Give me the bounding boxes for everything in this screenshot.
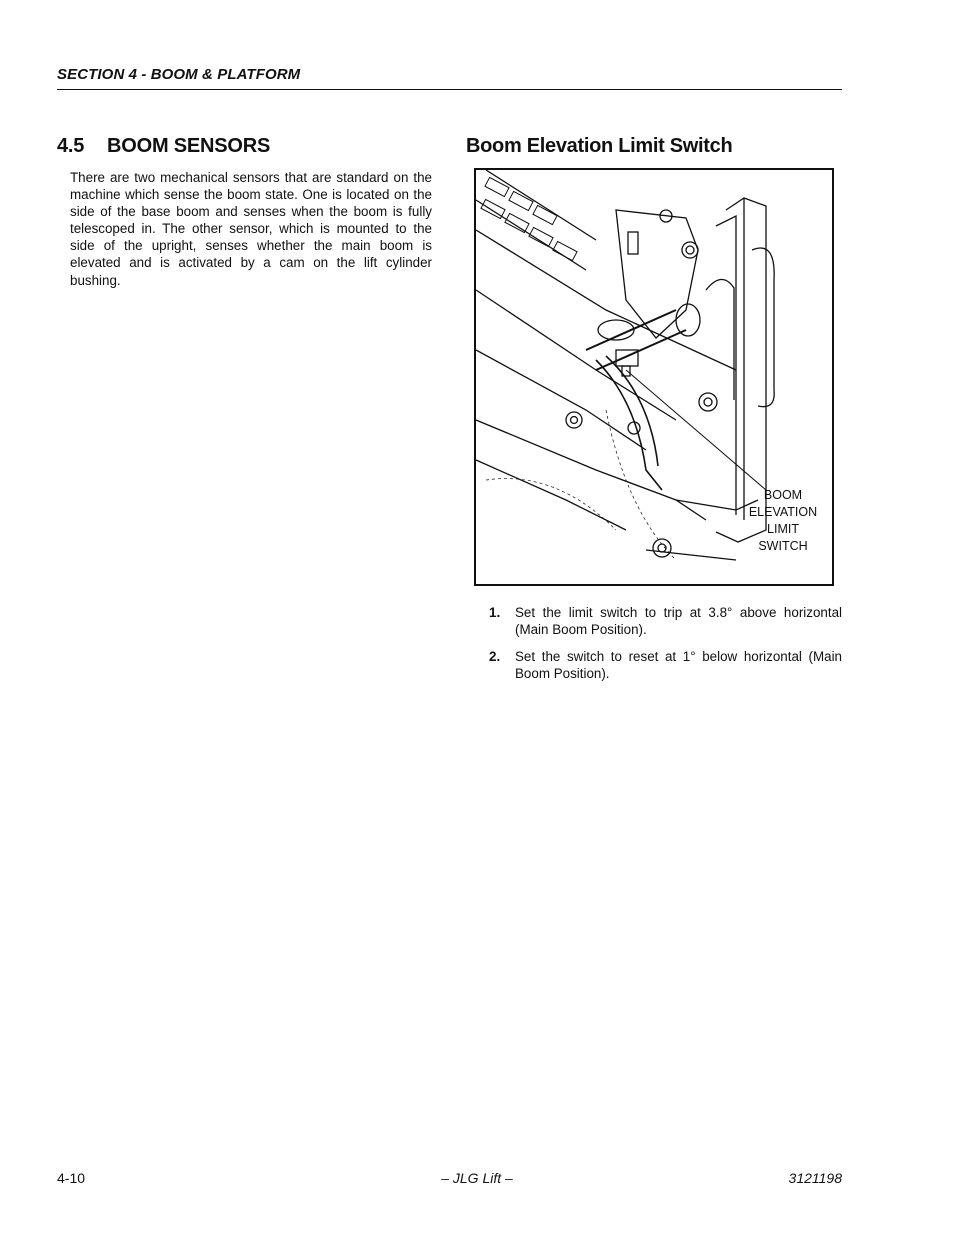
procedure-steps — [489, 604, 842, 692]
section-paragraph: There are two mechanical sensors that are standard on the machine which sense the boom state. One is located on the side of the base boom and senses when the boom is fully telescoped in. The other sensor, which is mounted to the side of the upright, senses whether the main boom is elevated and is activated by a cam on the lift cylinder bushing. — [70, 170, 432, 288]
procedure-step — [489, 604, 842, 638]
footer-brand: – JLG Lift – — [441, 1170, 513, 1186]
step-text: Set the switch to reset at 1° below horizontal (Main Boom Position). — [515, 649, 842, 682]
section-heading — [57, 135, 270, 158]
limit-switch-callout — [742, 487, 824, 555]
step-number: 2. — [489, 649, 501, 665]
header-divider — [57, 89, 842, 90]
document-number: 3121198 — [788, 1170, 842, 1186]
step-text: Set the limit switch to trip at 3.8° above horizontal (Main Boom Position). — [515, 605, 842, 638]
callout-line: LIMIT — [767, 522, 799, 536]
subsection-heading: Boom Elevation Limit Switch — [466, 135, 733, 157]
boom-elevation-switch-illustration — [474, 168, 834, 586]
section-title: BOOM SENSORS — [107, 135, 271, 157]
callout-line: BOOM — [763, 488, 803, 502]
callout-line: SWITCH — [758, 539, 808, 553]
step-number: 1. — [489, 605, 501, 620]
section-header-title: SECTION 4 - BOOM & PLATFORM — [57, 66, 301, 83]
callout-line: ELEVATION — [748, 505, 818, 519]
section-number: 4.5 — [57, 135, 85, 157]
procedure-step — [489, 648, 842, 682]
page-number: 4-10 — [57, 1170, 86, 1186]
